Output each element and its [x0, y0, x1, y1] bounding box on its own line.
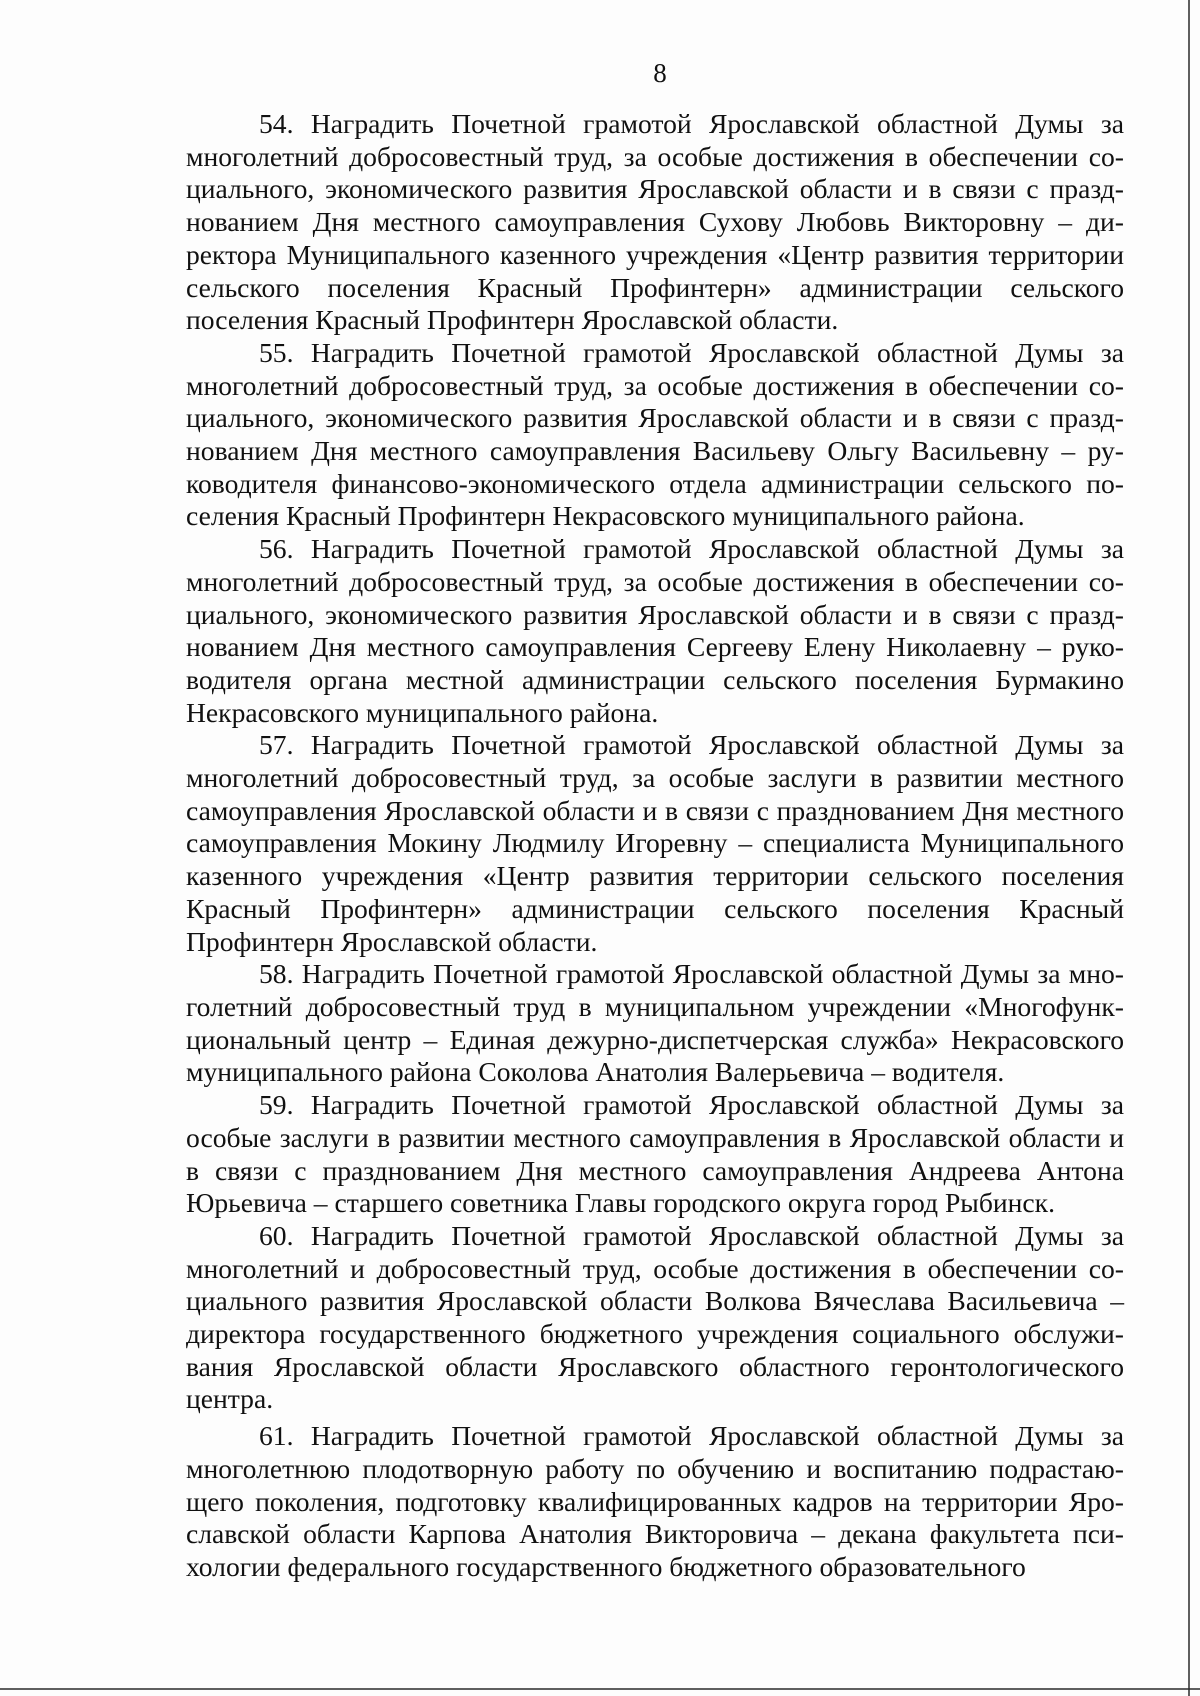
paragraph-61: 61. Наградить Почетной грамотой Ярославской областной Думы за многолетнюю плодотворную работу по обучению и воспитанию подрастающего поколения, подготовку квалифицированных кадров на территории Ярославской области Карпова Анатолия Викторовича – декана факультета психологии федерального государственного бюджетного образовательного — [186, 1420, 1124, 1582]
scan-edge-bottom — [0, 1688, 1200, 1690]
paragraph-58: 58. Наградить Почетной грамотой Ярославской областной Думы за многолетний добросовестный труд в муниципальном учреждении «Многофункциональный центр – Единая дежурно-диспетчерская служба» Некрасовского муниципального района Соколова Анатолия Валерьевича – водителя. — [186, 958, 1124, 1088]
paragraph-57: 57. Наградить Почетной грамотой Ярославской областной Думы за многолетний добросовестный труд, за особые заслуги в развитии местного самоуправления Ярославской области и в связи с празднованием Дня местного самоуправления Мокину Людмилу Игоревну – специалиста Муниципального казенного учреждения «Центр развития территории сельского поселения Красный Профинтерн» администрации сельского поселения Красный Профинтерн Ярославской области. — [186, 729, 1124, 957]
paragraph-56: 56. Наградить Почетной грамотой Ярославской областной Думы за многолетний добросовестный труд, за особые достижения в обеспечении социального, экономического развития Ярославской области и в связи с празднованием Дня местного самоуправления Сергееву Елену Николаевну – руководителя органа местной администрации сельского поселения Бурмакино Некрасовского муниципального района. — [186, 533, 1124, 728]
document-body — [186, 108, 1124, 1584]
paragraph-59: 59. Наградить Почетной грамотой Ярославской областной Думы за особые заслуги в развитии местного самоуправления в Ярославской области и в связи с празднованием Дня местного самоуправления Андреева Антона Юрьевича – старшего советника Главы городского округа город Рыбинск. — [186, 1089, 1124, 1219]
paragraph-54: 54. Наградить Почетной грамотой Ярославской областной Думы за многолетний добросовестный труд, за особые достижения в обеспечении социального, экономического развития Ярославской области и в связи с празднованием Дня местного самоуправления Сухову Любовь Викторовну – директора Муниципального казенного учреждения «Центр развития территории сельского поселения Красный Профинтерн» администрации сельского поселения Красный Профинтерн Ярославской области. — [186, 108, 1124, 336]
page-number: 8 — [653, 58, 667, 88]
scan-edge-right — [1188, 0, 1190, 1696]
paragraph-60: 60. Наградить Почетной грамотой Ярославской областной Думы за многолетний и добросовестный труд, особые достижения в обеспечении социального развития Ярославской области Волкова Вячеслава Васильевича – директора государственного бюджетного учреждения социального обслуживания Ярославской области Ярославского областного геронтологического центра. — [186, 1219, 1124, 1415]
paragraph-55: 55. Наградить Почетной грамотой Ярославской областной Думы за многолетний добросовестный труд, за особые достижения в обеспечении социального, экономического развития Ярославской области и в связи с празднованием Дня местного самоуправления Васильеву Ольгу Васильевну – руководителя финансово-экономического отдела администрации сельского поселения Красный Профинтерн Некрасовского муниципального района. — [186, 336, 1124, 532]
